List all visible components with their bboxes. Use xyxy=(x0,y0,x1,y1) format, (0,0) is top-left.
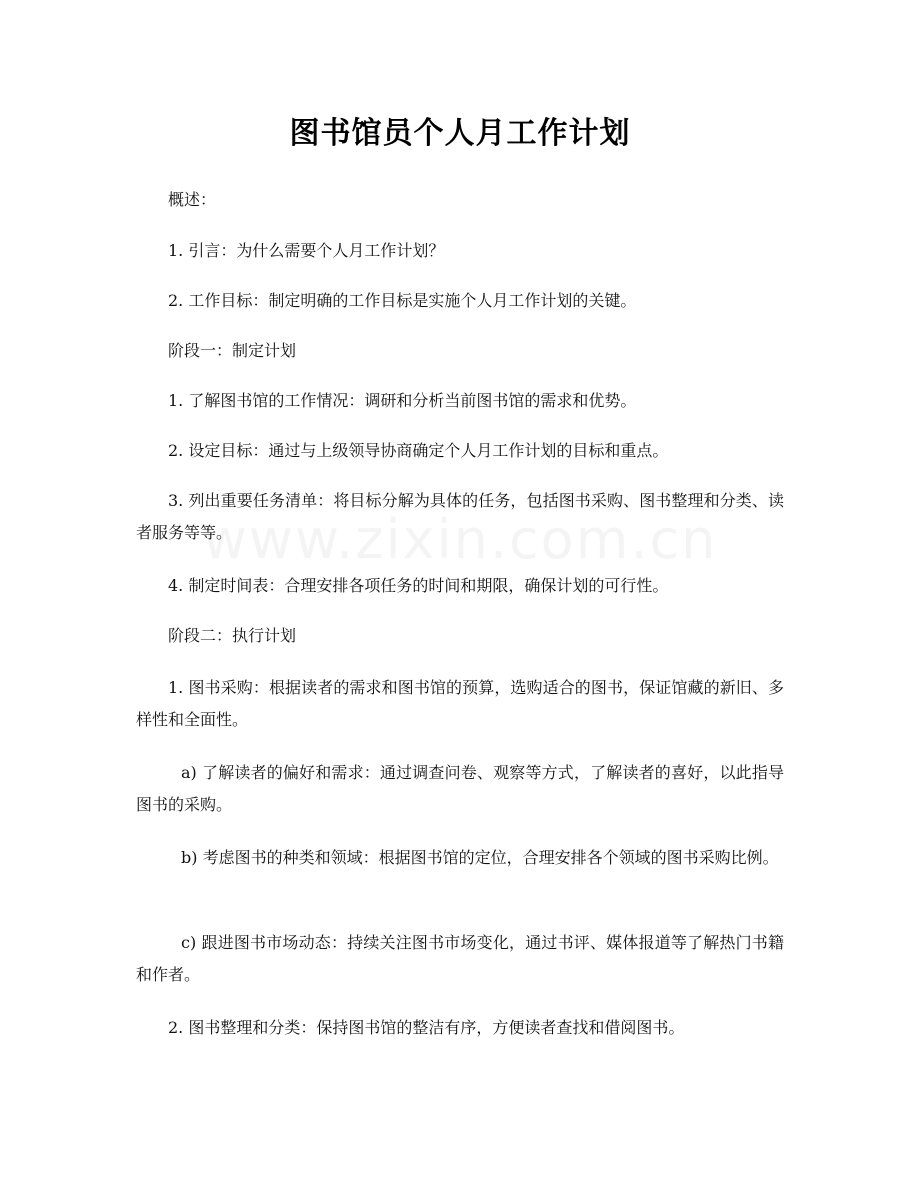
paragraph-organize: 2. 图书整理和分类：保持图书馆的整洁有序，方便读者查找和借阅图书。 xyxy=(168,1018,685,1037)
paragraph-overview: 概述： xyxy=(168,190,217,209)
paragraph-task-list: 3. 列出重要任务清单：将目标分解为具体的任务，包括图书采购、图书整理和分类、读者服务等等。 xyxy=(136,491,784,542)
paragraph-intro: 1. 引言：为什么需要个人月工作计划？ xyxy=(168,241,445,260)
paragraph-set-goals: 2. 设定目标：通过与上级领导协商确定个人月工作计划的目标和重点。 xyxy=(168,441,669,460)
paragraph-goal: 2. 工作目标：制定明确的工作目标是实施个人月工作计划的关键。 xyxy=(168,291,637,310)
paragraph-book-purchase: 1. 图书采购：根据读者的需求和图书馆的预算，选购适合的图书，保证馆藏的新旧、多样性和全面性。 xyxy=(136,678,784,729)
paragraph-understand: 1. 了解图书馆的工作情况：调研和分析当前图书馆的需求和优势。 xyxy=(168,391,637,410)
page-title: 图书馆员个人月工作计划 xyxy=(289,116,631,151)
paragraph-sub-a: a) 了解读者的偏好和需求：通过调查问卷、观察等方式，了解读者的喜好，以此指导图书的采购。 xyxy=(136,763,784,814)
section-heading-stage-two: 阶段二：执行计划 xyxy=(168,626,297,645)
paragraph-timeline: 4. 制定时间表：合理安排各项任务的时间和期限，确保计划的可行性。 xyxy=(168,576,669,595)
section-heading-stage-one: 阶段一：制定计划 xyxy=(168,341,297,360)
paragraph-sub-b: b) 考虑图书的种类和领域：根据图书馆的定位，合理安排各个领域的图书采购比例。 xyxy=(181,848,779,867)
paragraph-sub-c: c) 跟进图书市场动态：持续关注图书市场变化，通过书评、媒体报道等了解热门书籍和作者。 xyxy=(136,933,784,984)
